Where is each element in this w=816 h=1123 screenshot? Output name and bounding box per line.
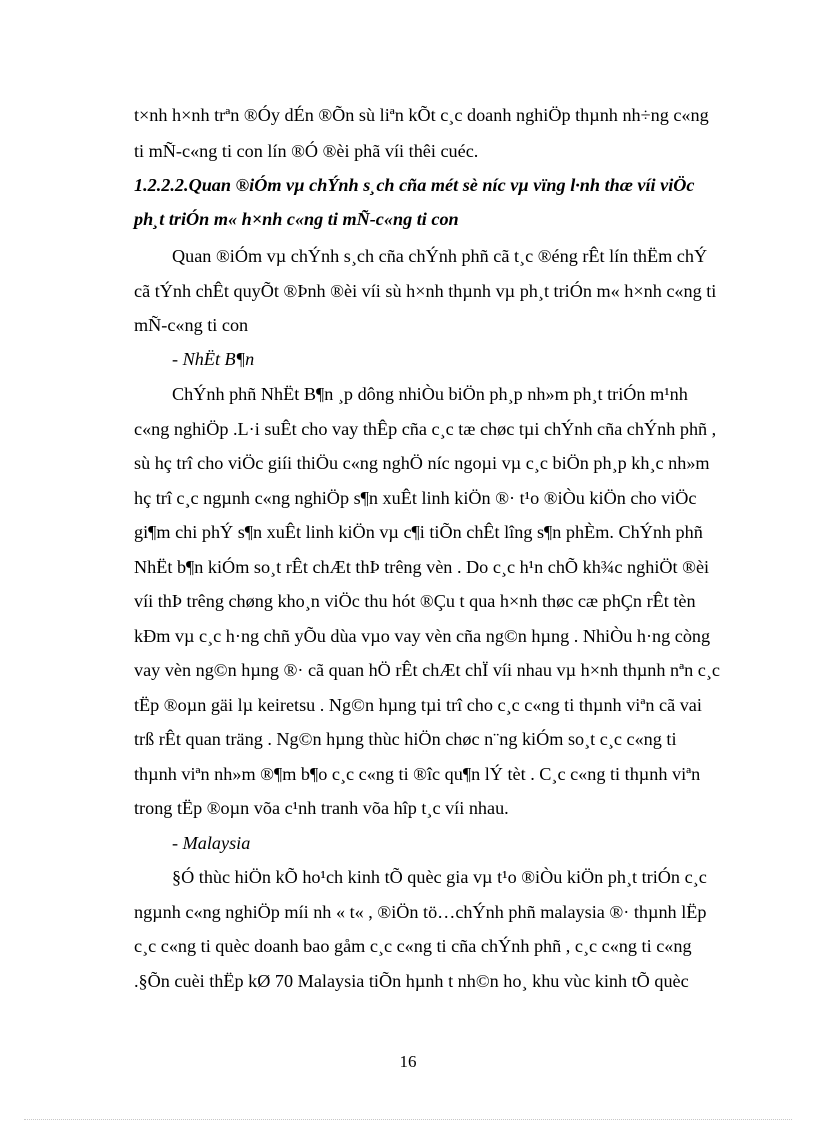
body-text-line: gi¶m chi phÝ s¶n xuÊt linh kiÖn vµ c¶i tiÕn chÊt lîng s¶n phÈm. ChÝnh phñ (134, 522, 703, 542)
page-bottom-divider (24, 1119, 792, 1120)
body-text-line: trß rÊt quan träng . Ng©n hµng thùc hiÖn chøc n¨ng kiÓm so¸t c¸c c«ng ti (134, 729, 677, 749)
body-text-line: ngµnh c«ng nghiÖp míi nh « t« , ®iÖn tö…chÝnh phñ malaysia ®· thµnh lËp (134, 902, 707, 922)
body-text-line: c¸c c«ng ti quèc doanh bao gåm c¸c c«ng ti cña chÝnh phñ , c¸c c«ng ti c«ng (134, 936, 692, 956)
subheading-japan: - NhËt B¶n (172, 349, 255, 369)
body-text-line: §Ó thùc hiÖn kÕ ho¹ch kinh tÕ quèc gia vµ t¹o ®iÒu kiÖn ph¸t triÓn c¸c (172, 867, 707, 887)
body-text-line: cã tÝnh chÊt quyÕt ®Þnh ®èi víi sù h×nh thµnh vµ ph¸t triÓn m« h×nh c«ng ti (134, 281, 717, 301)
body-text-line: hç trî c¸c ngµnh c«ng nghiÖp s¶n xuÊt linh kiÖn ®· t¹o ®iÒu kiÖn cho viÖc (134, 488, 697, 508)
body-text-line: NhËt b¶n kiÓm so¸t rÊt chÆt thÞ trêng vèn . Do c¸c h¹n chÕ kh¾c nghiÖt ®èi (134, 557, 710, 577)
body-text-line: Quan ®iÓm vµ chÝnh s¸ch cña chÝnh phñ cã t¸c ®éng rÊt lín thËm chÝ (172, 246, 708, 266)
body-text-line: t×nh h×nh trªn ®Óy dÉn ®Õn sù liªn kÕt c¸c doanh nghiÖp thµnh nh÷ng c«ng (134, 105, 709, 125)
body-text-line: c«ng nghiÖp .L·i suÊt cho vay thÊp cña c¸c tæ chøc tµi chÝnh cña chÝnh phñ , (134, 419, 717, 439)
body-text-line: trong tËp ®oµn võa c¹nh tranh võa hîp t¸c víi nhau. (134, 798, 509, 818)
body-text-line: tËp ®oµn gäi lµ keiretsu . Ng©n hµng tµi trî cho c¸c c«ng ti thµnh viªn cã vai (134, 695, 702, 715)
body-text-line: ChÝnh phñ NhËt B¶n ¸p dông nhiÒu biÖn ph¸p nh»m ph¸t triÓn m¹nh (172, 384, 688, 404)
section-heading: 1.2.2.2.Quan ®iÓm vµ chÝnh s¸ch cña mét sè níc vµ vïng l·nh thæ víi viÖc (134, 175, 695, 195)
body-text-line: ti mÑ-c«ng ti con lín ®Ó ®èi phã víi thêi cuéc. (134, 141, 479, 161)
body-text-line: thµnh viªn nh»m ®¶m b¶o c¸c c«ng ti ®îc qu¶n lÝ tèt . C¸c c«ng ti thµnh viªn (134, 764, 701, 784)
body-text-line: víi thÞ trêng chøng kho¸n viÖc thu hót ®Çu t qua h×nh thøc cæ phÇn rÊt tèn (134, 591, 696, 611)
section-heading: ph¸t triÓn m« h×nh c«ng ti mÑ-c«ng ti con (134, 209, 459, 229)
body-text-line: sù hç trî cho viÖc giíi thiÖu c«ng nghÖ níc ngoµi vµ c¸c biÖn ph¸p kh¸c nh»m (134, 453, 710, 473)
subheading-malaysia: - Malaysia (172, 833, 251, 853)
body-text-line: mÑ-c«ng ti con (134, 315, 249, 335)
body-text-line: kÐm vµ c¸c h·ng chñ yÕu dùa vµo vay vèn cña ng©n hµng . NhiÒu h·ng còng (134, 626, 711, 646)
page-number: 16 (399, 1052, 417, 1071)
body-text-line: vay vèn ng©n hµng ®· cã quan hÖ rÊt chÆt chÏ víi nhau vµ h×nh thµnh nªn c¸c (134, 660, 720, 680)
body-text-line: .§Õn cuèi thËp kØ 70 Malaysia tiÕn hµnh t nh©n ho¸ khu vùc kinh tÕ quèc (134, 971, 689, 991)
